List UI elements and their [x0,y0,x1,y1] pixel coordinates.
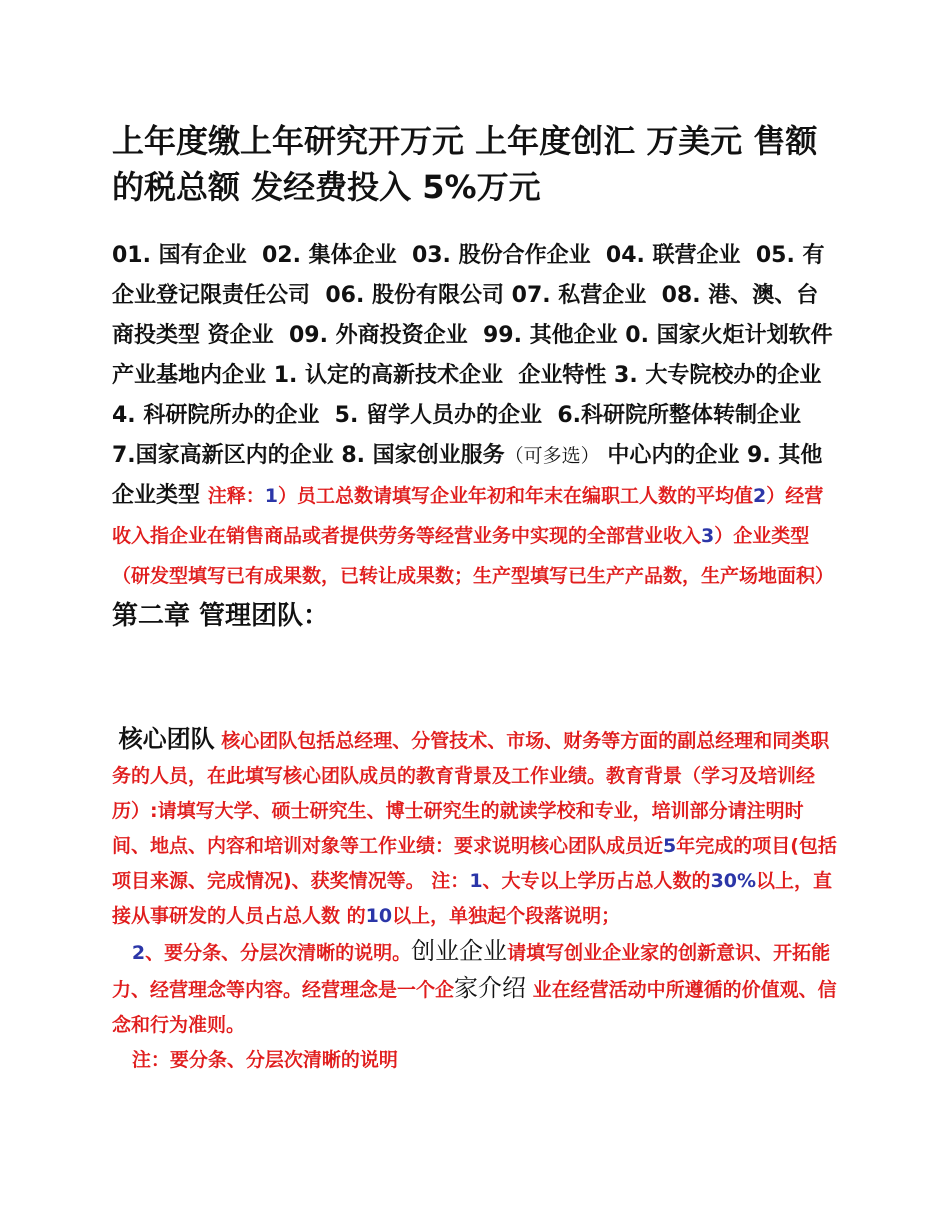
core-team-num-5: 5 [663,835,677,857]
note-3-number: 3 [701,525,715,547]
core-team-num-10: 10 [365,905,393,927]
feature-3: 3. 大专院校办的企业 [614,363,822,388]
core-team-text-1: 核心团队包括总经理、分管技术、市场、财务等方面的副总经理和同类职务的人员，在此填写核心团队成员的教育背景及工作业绩。教育背景（学习及培训经历）:请填写大学、硕士研究生、博士研究生的就读学校和专业，培训部分请注明时间、地点、内容和培训对象等工作业绩：要求说明核心团队成员近 [112,730,830,857]
type-04: 04. 联营企业 [605,243,741,268]
note-2-text: ）经营收入指企业在销售商品或者提供劳务等经营业务中实现的全部营业收入 [112,485,824,547]
core-team-text-5: 以上，单独起个段落说明； [392,905,621,927]
feature-1: 1. 认定的高新技术企业 [273,363,504,388]
core-team-num-30: 30% [710,870,757,892]
core-team-text-2: 年完成的项目(包括项目来源、完成情况)、获奖情况等。 注： [112,835,837,892]
note-3-text: ）企业类型（研发型填写已有成果数，已转让成果数；生产型填写已生产产品数，生产场地面积） [112,525,835,587]
type-99: 99. 其他企业 [482,323,618,348]
entrepreneur-text-1: 请填写创业企业家的创新意识、开拓能力、经营理念等内容。经营理念是一个企 [112,942,831,1001]
chapter-title: 第二章 管理团队： [112,601,330,631]
characteristics-label: 企业特性 [518,363,607,388]
enterprise-type-paragraph [112,236,837,638]
feature-8: 8. 国家创业服务 [341,443,505,468]
notes-label: 注释： [207,485,265,507]
type-08: 08. 港、澳、台商投类型 资企业 [112,283,819,348]
core-team-section [112,722,840,1078]
type-06: 06. 股份有限公司 [325,283,504,308]
feature-0: 0. 国家火炬计划软件产业基地内企业 [112,323,833,388]
feature-6: 6.科研院所整体转制企业 [557,403,801,428]
type-03: 03. 股份合作企业 [411,243,591,268]
feature-4: 4. 科研院所办的企业 [112,403,320,428]
type-02: 02. 集体企业 [261,243,397,268]
type-01: 01. 国有企业 [112,243,247,268]
type-07: 07. 私营企业 [511,283,647,308]
type-09: 09. 外商投资企业 [289,323,468,348]
core-team-heading: 核心团队 [118,725,215,753]
page-title: 上年度缴上年研究开万元 上年度创汇 万美元 售额的税总额 发经费投入 5%万元 [112,122,818,206]
multi-select-note: （可多选） [504,445,600,467]
core-team-num-2: 2 [131,942,146,964]
note-2-number: 2 [752,485,767,507]
feature-7: 7.国家高新区内的企业 [112,443,334,468]
feature-9: 9. 其他 [747,443,823,468]
entrepreneur-note: 注：要分条、分层次清晰的说明 [131,1049,398,1071]
entrepreneur-text-2: 业在经营活动中所遵循的价值观、信念和行为准则。 [112,979,837,1036]
core-team-text-4: 以上，直接从事研发的人员占总人数 的 [112,870,833,927]
feature-8-cont: 中心内的企业 [607,443,740,468]
note-1-number: 1 [264,485,278,507]
core-team-text-6: 、要分条、分层次清晰的说明。 [145,942,412,964]
core-team-text-3: 、大专以上学历占总人数的 [482,870,711,892]
type-label: 企业类型 [112,483,201,508]
core-team-num-1: 1 [469,870,483,892]
entrepreneur-intro-label: 家介绍 [454,974,527,1002]
feature-5: 5. 留学人员办的企业 [334,403,542,428]
type-05: 05. 有企业登记限责任公司 [112,243,825,308]
note-1-text: ）员工总数请填写企业年初和年末在编职工人数的平均值 [277,485,753,507]
entrepreneur-heading: 创业企业 [411,937,508,965]
